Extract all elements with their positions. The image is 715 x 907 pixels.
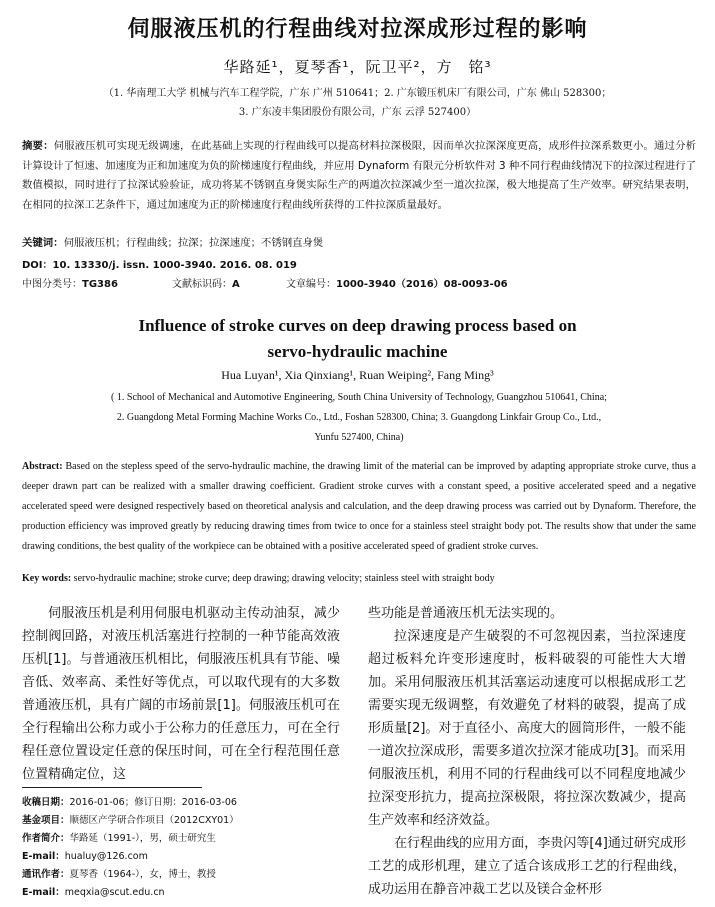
body-left-column [22,602,340,786]
paper-title-en-line2: servo-hydraulic machine [267,342,448,361]
keywords-cn-label: 关键词： [22,237,64,249]
affiliation-en-line3: Yunfu 527400, China) [314,432,404,443]
abstract-cn-text: 伺服液压机可实现无级调速，在此基础上实现的行程曲线可以提高材料拉深极限，因而单次拉深深度更高，成形件拉深系数更小。通过分析计算设计了恒速、加速度为正和加速度为负的阶梯速度行程曲线，并应用 Dynaform 有限元分析软件对 3 种不同行程曲线情况下的拉深过程进行了数值模拟，同时进行了拉深试验验证，成功将某不锈钢直身煲实际生产的两道次拉深减少至一道次拉深，极大地提高了生产效率。研究结果表明，在相同的拉深工艺条件下，通过加速度为正的阶梯速度行程曲线所获得的工件拉深质量最好。 [22,140,697,211]
keywords-cn-text: 伺服液压机；行程曲线；拉深；拉深速度；不锈钢直身煲 [63,237,324,249]
authors-cn: 华路延¹，夏琴香¹，阮卫平²，方 铭³ [223,58,492,76]
footnote-dates-text: 2016-01-06；修订日期：2016-03-06 [69,797,237,808]
abstract-cn [22,137,696,215]
footnote-author-text: 华路延（1991-），男，硕士研究生 [69,833,216,844]
footnote-dates [22,794,342,812]
footnote-email2-text[interactable]: meqxia@scut.edu.cn [64,887,165,898]
footnote-email2-label: E-mail： [22,887,65,898]
article-number-line [286,275,508,290]
doccode-line [172,275,240,290]
affiliation-cn-line1: （1. 华南理工大学 机械与汽车工程学院，广东 广州 510641；2. 广东锻压机床厂有限公司，广东 佛山 528300； [103,88,612,99]
affiliation-en-line2: 2. Guangdong Metal Forming Machine Works Co., Ltd., Foshan 528300, China; 3. Guangdong Linkfair Group Co., Ltd., [116,412,602,423]
footnote-corresponding [22,866,342,884]
article-number-value: 1000-3940（2016）08-0093-06 [336,279,508,290]
clc-value: TG386 [82,279,118,290]
footnote-email1 [22,848,342,866]
footnote-block [22,794,342,902]
footnote-fund-text: 顺德区产学研合作项目（2012CXY01） [69,815,239,826]
article-number-label: 文章编号： [286,279,336,290]
abstract-en-text: Based on the stepless speed of the servo-hydraulic machine, the drawing limit of the material can be improved by adapting appropriate stroke curve, thus a deeper drawn part can be realized with a smaller drawing coefficient. Gradient stroke curves with a constant speed, a positive accelerated speed and a negative accelerated speed were designed respectively based on theoretical analysis and calculation, and the deep drawing process was carried out by Dynaform. Therefore, the production efficiency was improved greatly by reducing drawing times from twice to once for a stainless steel straight body pot. The results show that under the same drawing conditions, the best quality of the workpiece can be obtained with a positive accelerated speed of gradient stroke curves. [22,461,696,552]
paper-title-en [0,313,715,365]
affiliation-cn-line2: 3. 广东凌丰集团股份有限公司，广东 云浮 527400） [238,107,477,118]
abstract-en [22,457,696,557]
footnote-corresponding-label: 通讯作者： [22,869,70,880]
clc-line [22,275,118,290]
abstract-en-label: Abstract: [22,461,63,472]
affiliation-en-line1: ( 1. School of Mechanical and Automotive Engineering, South China University of Technology, Guangzhou 510641, China; [111,392,607,403]
body-right-paragraph-1: 拉深速度是产生破裂的不可忽视因素，当拉深速度超过板料允许变形速度时，板料破裂的可能性大大增加。采用伺服液压机其活塞运动速度可以根据成形工艺需要实现无级调整，有效避免了材料的破裂，提高了成形质量[2]。对于直径小、高度大的圆筒形件，一般不能一道次拉深成形，需要多道次拉深才能成功[3]。而采用伺服液压机，利用不同的行程曲线可以不同程度地减少拉深变形抗力，提高拉深极限，将拉深次数减少，提高生产效率和经济效益。 [368,629,686,828]
footnote-author-label: 作者简介： [22,833,70,844]
footnote-dates-label: 收稿日期： [22,797,70,808]
footnote-fund [22,812,342,830]
authors-en: Hua Luyan¹, Xia Qinxiang¹, Ruan Weiping², Fang Ming³ [221,368,494,382]
doi-value: 10. 13330/j. issn. 1000-3940. 2016. 08. 019 [52,260,297,271]
footnote-email1-text[interactable]: hualuy@126.com [64,851,148,862]
doi-label: DOI： [22,260,53,271]
body-right-paragraph-cont: 些功能是普通液压机无法实现的。 [368,606,564,621]
footnote-rule [22,787,202,788]
keywords-en-label: Key words: [22,573,72,584]
doccode-label: 文献标识码： [172,279,232,290]
body-right-column [368,602,686,901]
paper-title-en-line1: Influence of stroke curves on deep drawing process based on [138,316,577,335]
keywords-en [22,569,696,589]
keywords-cn [22,234,696,254]
footnote-email1-label: E-mail： [22,851,65,862]
footnote-email2 [22,884,342,902]
keywords-en-text: servo-hydraulic machine; stroke curve; deep drawing; drawing velocity; stainless steel with straight body [73,573,495,584]
doccode-value: A [232,279,240,290]
clc-label: 中图分类号： [22,279,82,290]
doi-line [22,256,297,271]
footnote-corresponding-text: 夏琴香（1964-），女，博士，教授 [69,869,216,880]
body-left-paragraph: 伺服液压机是利用伺服电机驱动主传动油泵，减少控制阀回路，对液压机活塞进行控制的一种节能高效液压机[1]。与普通液压机相比，伺服液压机具有节能、噪音低、效率高、柔性好等优点，可以取代现有的大多数普通液压机，具有广阔的市场前景[1]。伺服液压机可在全行程输出公称力或小于公称力的任意压力，可在全行程任意位置设定任意的保压时间，可在全行程范围任意位置精确定位，这 [22,606,340,782]
footnote-fund-label: 基金项目： [22,815,70,826]
body-right-paragraph-2: 在行程曲线的应用方面，李贵闪等[4]通过研究成形工艺的成形机理，建立了适合该成形工艺的行程曲线，成功运用在静音冲裁工艺以及镁合金杯形 [368,836,686,897]
footnote-author [22,830,342,848]
abstract-cn-label: 摘要： [22,140,54,152]
paper-title-cn: 伺服液压机的行程曲线对拉深成形过程的影响 [127,17,588,42]
